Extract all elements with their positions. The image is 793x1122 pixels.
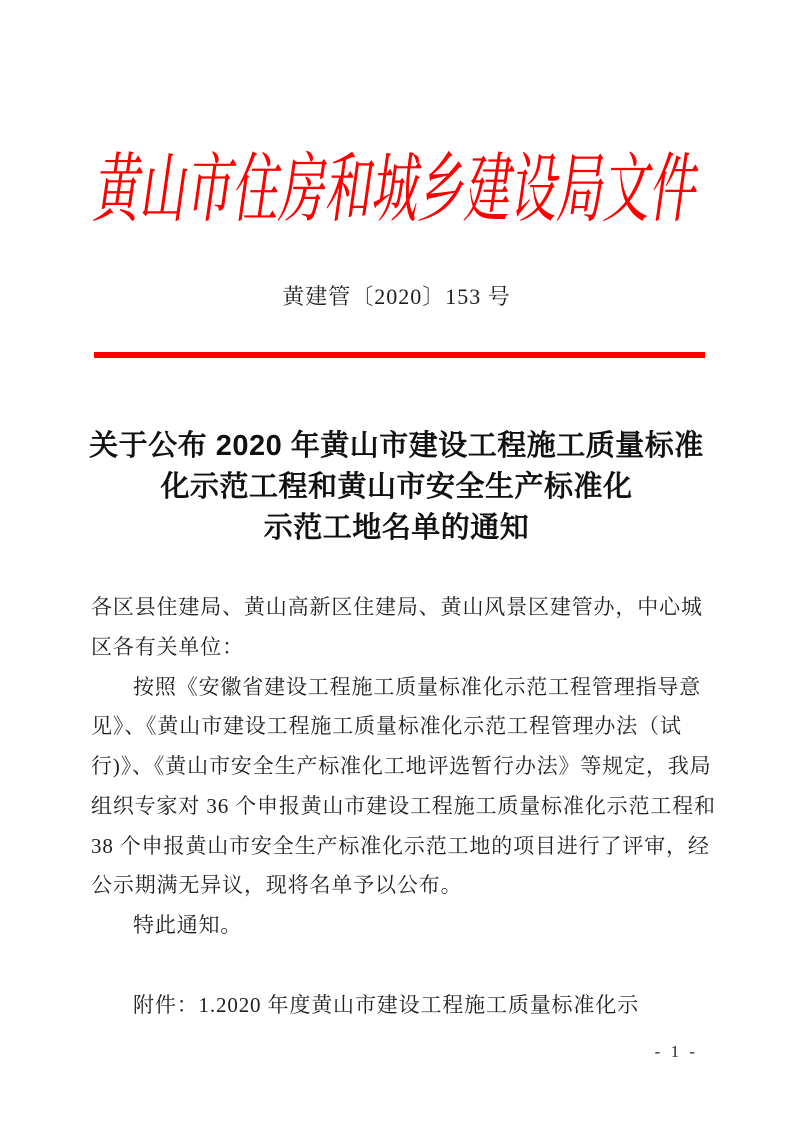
- body-line: 38 个申报黄山市安全生产标准化示范工地的项目进行了评审，经: [91, 833, 710, 858]
- body-text: [91, 588, 716, 1025]
- letterhead-agency-title: 黄山市住房和城乡建设局文件: [89, 148, 704, 232]
- body-line: 按照《安徽省建设工程施工质量标准化示范工程管理指导意: [133, 674, 702, 699]
- body-line: 见》、《黄山市建设工程施工质量标准化示范工程管理办法（试: [91, 714, 682, 739]
- closing-line: 特此通知。: [133, 913, 243, 937]
- body-line: 公示期满无异议，现将名单予以公布。: [91, 873, 463, 898]
- salutation-line: 区各有关单位：: [91, 634, 244, 659]
- body-line: 行)》、《黄山市安全生产标准化工地评选暂行办法》等规定，我局: [91, 754, 712, 778]
- body-line: 组织专家对 36 个申报黄山市建设工程施工质量标准化示范工程和: [91, 793, 716, 818]
- document-title-line-1: 关于公布 2020 年黄山市建设工程施工质量标准: [89, 430, 704, 462]
- red-divider-rule: [94, 352, 705, 358]
- document-title: [0, 426, 793, 549]
- document-title-line-3: 示范工地名单的通知: [263, 512, 530, 544]
- salutation-line: 各区县住建局、黄山高新区住建局、黄山风景区建管办，中心城: [91, 595, 703, 619]
- document-title-line-2: 化示范工程和黄山市安全生产标准化: [160, 471, 633, 503]
- document-reference-number: 黄建管〔2020〕153 号: [282, 284, 511, 309]
- attachment-line: 附件：1.2020 年度黄山市建设工程施工质量标准化示: [133, 992, 639, 1017]
- page-number: - 1 -: [654, 1042, 698, 1061]
